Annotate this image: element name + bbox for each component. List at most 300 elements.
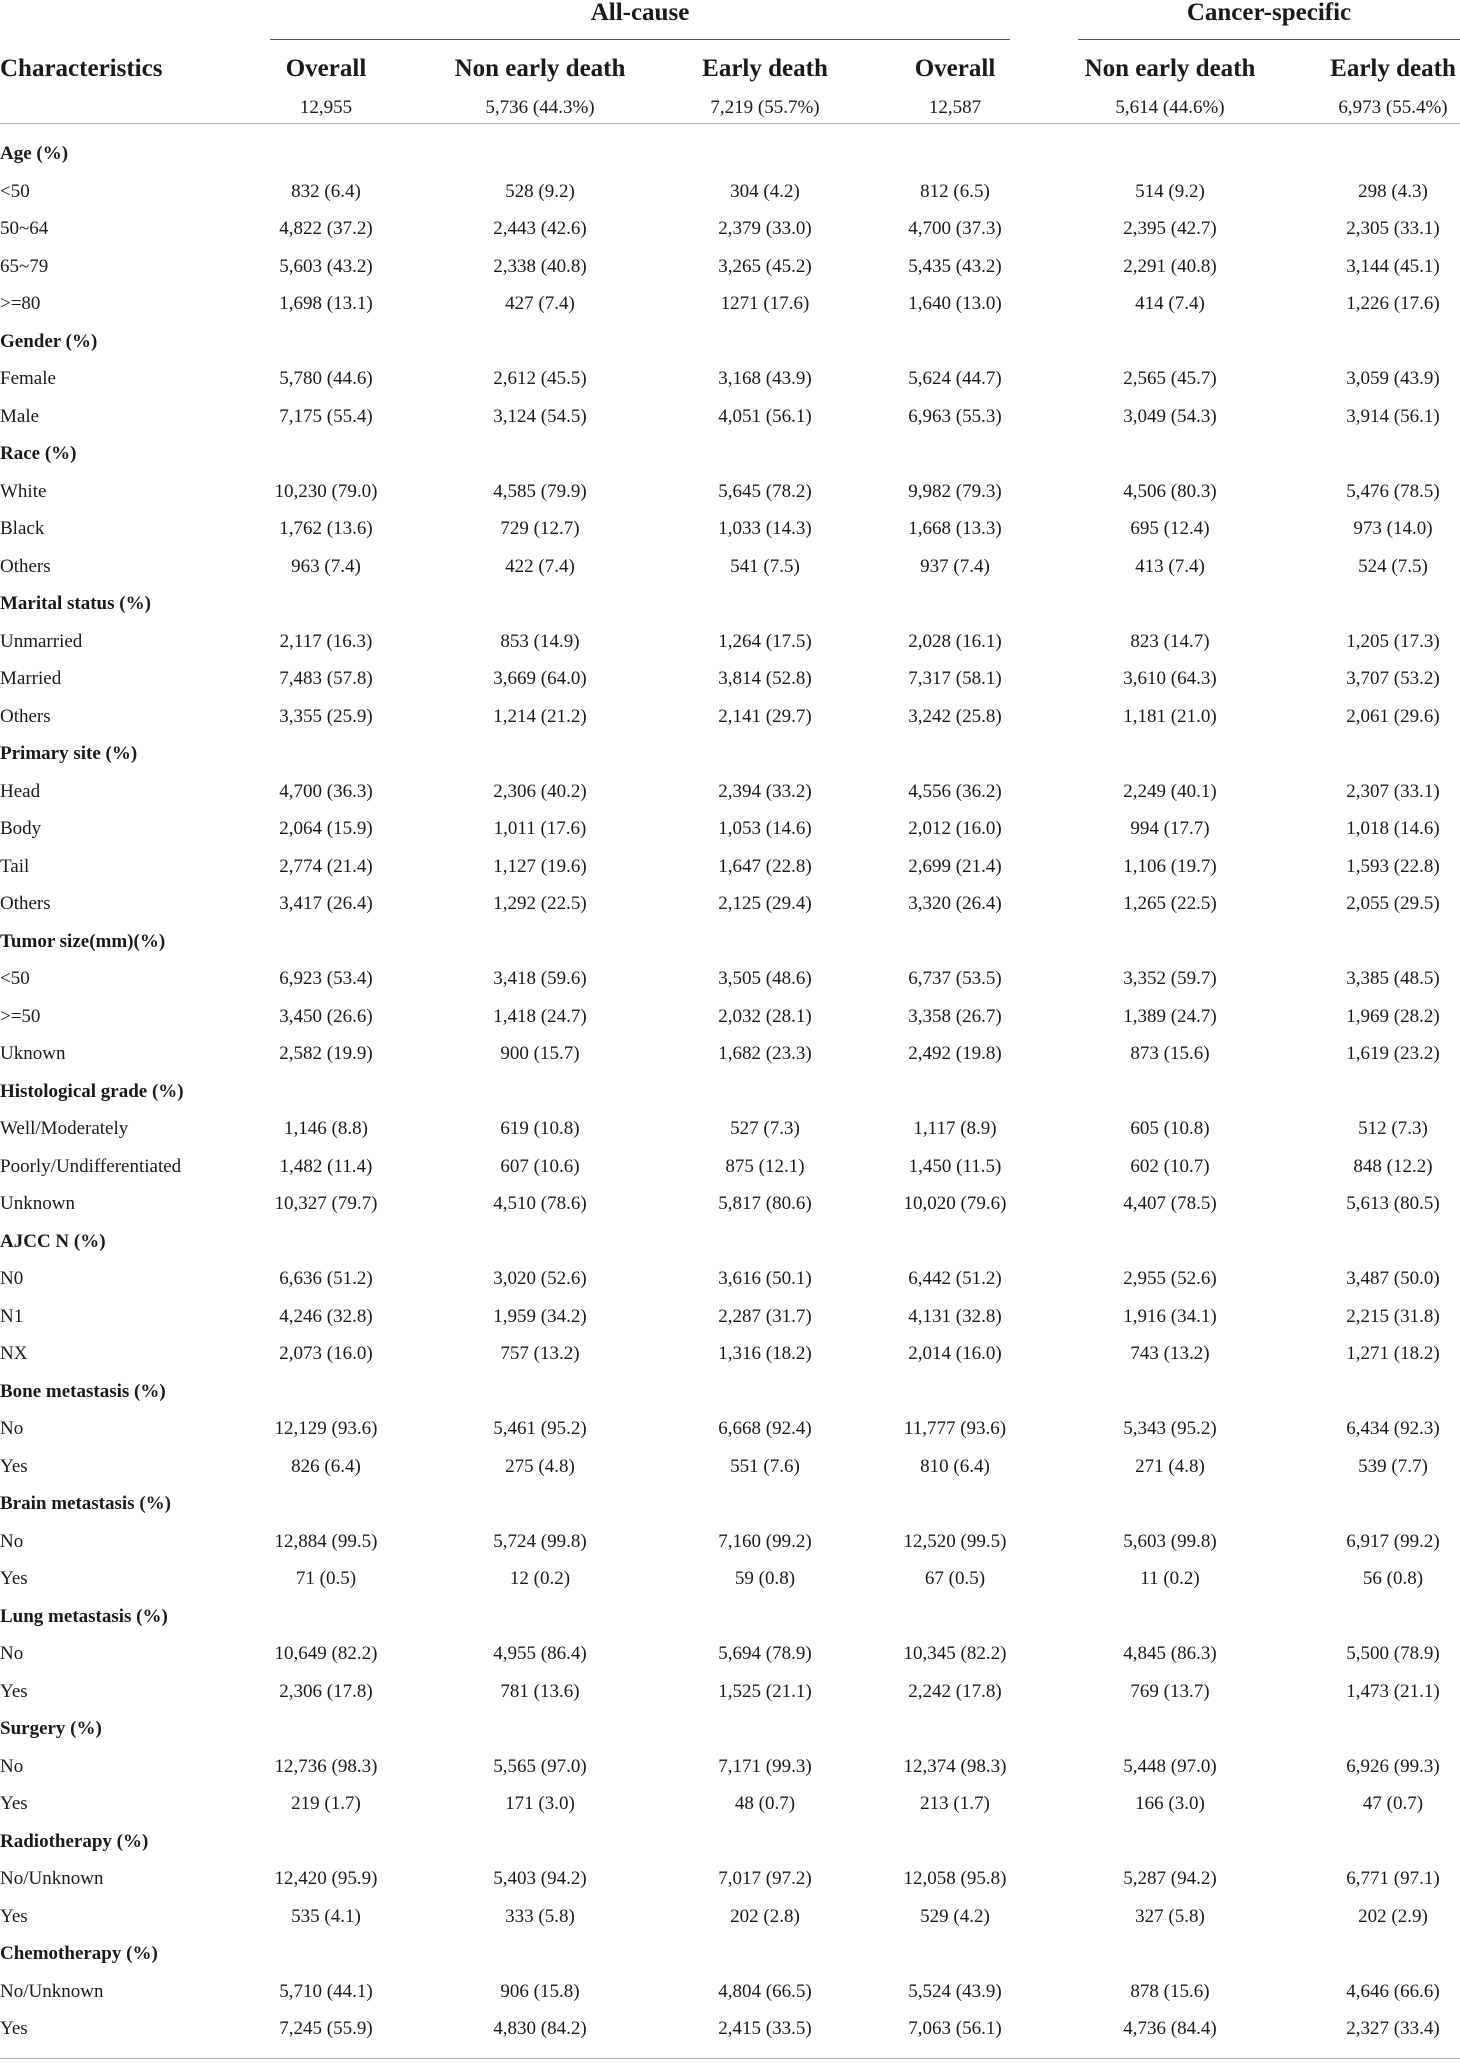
table-cell: 551 (7.6) [730,1455,800,1477]
table-cell: 3,168 (43.9) [718,368,812,389]
table-cell: 2,379 (33.0) [718,218,812,239]
table-cell: 512 (7.3) [1358,1118,1428,1139]
table-cell: 2,014 (16.0) [908,1343,1002,1364]
section-label: Primary site (%) [0,743,138,764]
header-divider [0,123,1460,124]
section-label: Age (%) [0,143,69,164]
table-cell: 4,845 (86.3) [1123,1643,1217,1664]
row-label: N0 [0,1268,24,1289]
section-header-row [0,1373,1460,1411]
table-cell: 3,616 (50.1) [718,1268,812,1289]
table-cell: 1,146 (8.8) [284,1118,368,1139]
section-label: Histological grade (%) [0,1080,184,1102]
table-cell: 7,063 (56.1) [908,2018,1002,2039]
table-cell: 1,682 (23.3) [718,1043,812,1064]
column-header-all-early-death: Early death [702,55,828,82]
table-cell: 4,407 (78.5) [1123,1193,1217,1214]
table-cell: 5,710 (44.1) [279,1980,373,2002]
table-cell: 5,461 (95.2) [493,1418,587,1439]
table-cell: 1,619 (23.2) [1346,1043,1440,1064]
group-title-all-cause: All-cause [590,0,690,26]
table-cell: 743 (13.2) [1130,1343,1210,1364]
table-row [0,360,1460,398]
table-cell: 4,646 (66.6) [1346,1980,1440,2002]
table-row [0,1335,1460,1373]
table-body [0,135,1460,2048]
table-cell: 11,777 (93.6) [903,1418,1007,1439]
table-row [0,1523,1460,1561]
table-cell: 3,914 (56.1) [1346,405,1440,427]
row-label: 50~64 [0,218,49,239]
table-row [0,660,1460,698]
table-cell: 2,415 (33.5) [718,2018,812,2039]
table-cell: 2,307 (33.1) [1346,780,1440,802]
count-cs-non-early-death: 5,614 (44.6%) [1115,97,1225,118]
row-label: Head [0,780,41,802]
table-cell: 171 (3.0) [505,1793,575,1814]
table-row [0,2010,1460,2048]
table-cell: 2,125 (29.4) [718,893,812,914]
table-cell: 853 (14.9) [500,630,580,652]
table-cell: 7,483 (57.8) [279,668,373,689]
table-cell: 2,395 (42.7) [1123,218,1217,239]
table-cell: 67 (0.5) [924,1568,986,1589]
table-cell: 2,338 (40.8) [493,255,587,277]
table-cell: 5,343 (95.2) [1123,1418,1217,1439]
count-all-early-death: 7,219 (55.7%) [710,97,820,118]
table-cell: 1,640 (13.0) [908,293,1002,314]
table-cell: 878 (15.6) [1130,1980,1210,2002]
table-cell: 327 (5.8) [1135,1905,1205,1927]
section-label: Tumor size(mm)(%) [0,930,166,952]
table-cell: 2,249 (40.1) [1123,780,1217,802]
table-cell: 873 (15.6) [1130,1043,1210,1064]
row-label: Others [0,705,51,727]
table-row [0,1560,1460,1598]
table-row [0,248,1460,286]
table-cell: 2,612 (45.5) [493,368,587,389]
table-cell: 3,124 (54.5) [493,405,587,427]
section-label: Surgery (%) [0,1718,102,1739]
section-label: Gender (%) [0,330,98,352]
row-label: >=80 [0,293,41,314]
row-label: Uknown [0,1043,66,1064]
table-cell: 7,175 (55.4) [279,405,373,427]
table-cell: 529 (4.2) [920,1905,990,1927]
table-cell: 3,418 (59.6) [493,968,587,989]
table-cell: 3,355 (25.9) [279,705,373,727]
table-cell: 2,055 (29.5) [1346,893,1440,914]
table-cell: 2,306 (17.8) [279,1680,373,1702]
table-cell: 2,242 (17.8) [908,1680,1002,1702]
table-cell: 619 (10.8) [500,1118,580,1139]
table-cell: 3,669 (64.0) [493,668,587,689]
table-cell: 1,106 (19.7) [1123,855,1217,877]
table-cell: 2,394 (33.2) [718,780,812,802]
row-label: Male [0,405,40,427]
table-cell: 5,435 (43.2) [908,255,1002,277]
table-cell: 823 (14.7) [1130,630,1210,652]
table-cell: 333 (5.8) [505,1905,575,1927]
row-label: Yes [0,2018,28,2039]
table-cell: 4,830 (84.2) [493,2018,587,2039]
table-cell: 1,271 (18.2) [1346,1343,1440,1364]
table-cell: 7,317 (58.1) [908,668,1002,689]
table-cell: 5,613 (80.5) [1346,1193,1440,1214]
table-row [0,1410,1460,1448]
table-cell: 6,442 (51.2) [908,1268,1002,1289]
table-cell: 539 (7.7) [1358,1455,1428,1477]
table-cell: 427 (7.4) [505,293,575,314]
table-cell: 3,020 (52.6) [493,1268,587,1289]
table-cell: 3,505 (48.6) [718,968,812,989]
table-row [0,998,1460,1036]
section-label: Radiotherapy (%) [0,1830,149,1852]
table-cell: 2,443 (42.6) [493,218,587,239]
table-row [0,473,1460,511]
section-header-row [0,735,1460,773]
table-cell: 4,510 (78.6) [493,1193,587,1214]
section-label: Bone metastasis (%) [0,1380,166,1402]
table-cell: 1,053 (14.6) [718,818,812,839]
section-label: Race (%) [0,443,77,464]
column-header-characteristics: Characteristics [0,55,163,82]
table-cell: 4,955 (86.4) [493,1643,587,1664]
table-cell: 1,418 (24.7) [493,1005,587,1027]
table-cell: 6,923 (53.4) [279,968,373,989]
table-cell: 524 (7.5) [1358,555,1428,577]
table-row [0,210,1460,248]
table-row [0,960,1460,998]
row-label: No/Unknown [0,1980,104,2002]
table-cell: 5,287 (94.2) [1123,1868,1217,1889]
table-cell: 2,064 (15.9) [279,818,373,839]
table-row [0,1898,1460,1936]
table-cell: 2,028 (16.1) [908,630,1002,652]
section-header-row [0,1935,1460,1973]
table-cell: 973 (14.0) [1353,518,1433,539]
group-rule-cancer-specific [1078,39,1460,40]
table-cell: 1,316 (18.2) [718,1343,812,1364]
table-cell: 7,160 (99.2) [718,1530,812,1552]
row-label: Unknown [0,1193,75,1214]
table-cell: 6,668 (92.4) [718,1418,812,1439]
table-cell: 4,804 (66.5) [718,1980,812,2002]
table-cell: 2,287 (31.7) [718,1305,812,1327]
section-header-row [0,1823,1460,1861]
table-cell: 769 (13.7) [1130,1680,1210,1702]
table-row [0,848,1460,886]
row-label: Body [0,818,42,839]
table-row [0,1635,1460,1673]
count-all-overall: 12,955 [299,97,353,118]
row-label: Yes [0,1568,28,1589]
table-row [0,623,1460,661]
table-row [0,773,1460,811]
table-cell: 3,610 (64.3) [1123,668,1217,689]
section-label: AJCC N (%) [0,1230,106,1252]
table-row [0,1035,1460,1073]
row-label: Unmarried [0,630,83,652]
table-cell: 5,500 (78.9) [1346,1643,1440,1664]
row-label: Others [0,893,51,914]
table-cell: 1,593 (22.8) [1346,855,1440,877]
table-cell: 1271 (17.6) [720,293,810,314]
row-label: Black [0,518,45,539]
table-cell: 781 (13.6) [500,1680,580,1702]
table-cell: 1,292 (22.5) [493,893,587,914]
table-cell: 5,780 (44.6) [279,368,373,389]
table-row [0,1148,1460,1186]
table-cell: 166 (3.0) [1135,1793,1205,1814]
table-cell: 4,246 (32.8) [279,1305,373,1327]
table-cell: 514 (9.2) [1135,180,1205,202]
table-cell: 2,073 (16.0) [279,1343,373,1364]
group-header-all-cause [270,0,1010,40]
row-label: No/Unknown [0,1868,104,1889]
table-bottom-divider [0,2058,1460,2059]
section-header-row [0,923,1460,961]
row-label: Yes [0,1905,28,1927]
table-cell: 10,327 (79.7) [274,1193,378,1214]
section-header-row [0,135,1460,173]
table-cell: 2,215 (31.8) [1346,1305,1440,1327]
table-cell: 7,245 (55.9) [279,2018,373,2039]
table-cell: 12,420 (95.9) [274,1868,378,1889]
table-cell: 48 (0.7) [734,1793,796,1814]
table-cell: 6,926 (99.3) [1346,1755,1440,1777]
table-cell: 812 (6.5) [920,180,990,202]
table-cell: 4,556 (36.2) [908,780,1002,802]
table-cell: 810 (6.4) [920,1455,990,1477]
table-cell: 602 (10.7) [1130,1155,1210,1177]
row-label: NX [0,1343,28,1364]
table-cell: 1,647 (22.8) [718,855,812,877]
table-cell: 2,012 (16.0) [908,818,1002,839]
table-cell: 832 (6.4) [291,180,361,202]
table-cell: 906 (15.8) [500,1980,580,2002]
table-row [0,1673,1460,1711]
table-cell: 202 (2.9) [1358,1905,1428,1927]
table-cell: 1,214 (21.2) [493,705,587,727]
table-cell: 422 (7.4) [505,555,575,577]
table-cell: 11 (0.2) [1140,1568,1200,1589]
table-cell: 937 (7.4) [920,555,990,577]
table-row [0,1110,1460,1148]
section-header-row [0,585,1460,623]
table-cell: 56 (0.8) [1362,1568,1424,1589]
table-cell: 5,694 (78.9) [718,1643,812,1664]
table-cell: 535 (4.1) [291,1905,361,1927]
count-all-non-early-death: 5,736 (44.3%) [485,97,595,118]
table-cell: 1,117 (8.9) [913,1118,997,1139]
row-label: Well/Moderately [0,1118,129,1139]
table-cell: 202 (2.8) [730,1905,800,1927]
table-cell: 2,061 (29.6) [1346,705,1440,727]
table-cell: 2,774 (21.4) [279,855,373,877]
table-row [0,810,1460,848]
table-cell: 2,492 (19.8) [908,1043,1002,1064]
count-cs-overall: 12,587 [928,97,982,118]
table-cell: 1,698 (13.1) [279,293,373,314]
table-cell: 5,448 (97.0) [1123,1755,1217,1777]
table-cell: 2,141 (29.7) [718,705,812,727]
table-cell: 3,707 (53.2) [1346,668,1440,689]
table-cell: 10,230 (79.0) [274,480,378,502]
row-label: Female [0,368,56,389]
table-cell: 4,700 (37.3) [908,218,1002,239]
table-cell: 12,374 (98.3) [903,1755,1007,1777]
table-cell: 5,645 (78.2) [718,480,812,502]
table-cell: 1,668 (13.3) [908,518,1002,539]
table-cell: 2,291 (40.8) [1123,255,1217,277]
row-label: <50 [0,968,30,989]
table-cell: 848 (12.2) [1353,1155,1433,1177]
table-cell: 1,969 (28.2) [1346,1005,1440,1027]
table-cell: 6,771 (97.1) [1346,1868,1440,1889]
row-label: >=50 [0,1005,41,1027]
row-label: Married [0,668,62,689]
row-label: White [0,480,47,502]
section-header-row [0,323,1460,361]
table-cell: 4,131 (32.8) [908,1305,1002,1327]
table-cell: 1,265 (22.5) [1123,893,1217,914]
table-cell: 3,814 (52.8) [718,668,812,689]
table-cell: 6,636 (51.2) [279,1268,373,1289]
row-label: No [0,1418,24,1439]
table-cell: 2,565 (45.7) [1123,368,1217,389]
table-cell: 7,017 (97.2) [718,1868,812,1889]
table-cell: 12 (0.2) [509,1568,571,1589]
table-cell: 6,917 (99.2) [1346,1530,1440,1552]
table-cell: 3,417 (26.4) [279,893,373,914]
table-cell: 3,487 (50.0) [1346,1268,1440,1289]
table-cell: 994 (17.7) [1130,818,1210,839]
group-rule-all-cause [270,39,1010,40]
table-cell: 2,699 (21.4) [908,855,1002,877]
table-cell: 2,582 (19.9) [279,1043,373,1064]
table-cell: 1,450 (11.5) [908,1155,1002,1177]
table-cell: 3,049 (54.3) [1123,405,1217,427]
table-cell: 3,352 (59.7) [1123,968,1217,989]
table-row [0,510,1460,548]
row-label: Yes [0,1680,28,1702]
row-label: Poorly/Undifferentiated [0,1155,182,1177]
table-cell: 275 (4.8) [505,1455,575,1477]
table-cell: 9,982 (79.3) [908,480,1002,502]
table-row [0,548,1460,586]
column-header-cs-overall: Overall [914,55,996,82]
section-header-row [0,1223,1460,1261]
table-cell: 4,736 (84.4) [1123,2018,1217,2039]
table-cell: 1,011 (17.6) [493,818,587,839]
table-row [0,885,1460,923]
column-header-all-non-early-death: Non early death [454,55,626,82]
row-label: Tail [0,855,30,877]
row-label: Yes [0,1455,28,1477]
table-cell: 5,476 (78.5) [1346,480,1440,502]
table-cell: 5,403 (94.2) [493,1868,587,1889]
table-row [0,1748,1460,1786]
row-label: Others [0,555,51,577]
group-header-cancer-specific [1078,0,1460,40]
table-cell: 413 (7.4) [1135,555,1205,577]
table-cell: 5,624 (44.7) [908,368,1002,389]
section-label: Marital status (%) [0,593,151,614]
table-cell: 5,524 (43.9) [908,1980,1002,2002]
section-label: Brain metastasis (%) [0,1493,171,1514]
table-cell: 3,450 (26.6) [279,1005,373,1027]
row-label: No [0,1643,24,1664]
table-cell: 6,434 (92.3) [1346,1418,1440,1439]
table-cell: 7,171 (99.3) [718,1755,812,1777]
table-row [0,1785,1460,1823]
table-cell: 2,117 (16.3) [279,630,373,652]
table-cell: 1,033 (14.3) [718,518,812,539]
section-header-row [0,435,1460,473]
table-row [0,1260,1460,1298]
table-row [0,398,1460,436]
column-header-cs-non-early-death: Non early death [1084,55,1256,82]
table-cell: 3,385 (48.5) [1346,968,1440,989]
table-cell: 3,144 (45.1) [1346,255,1440,277]
table-row [0,698,1460,736]
section-header-row [0,1598,1460,1636]
table-cell: 59 (0.8) [734,1568,796,1589]
table-cell: 304 (4.2) [730,180,800,202]
table-row [0,285,1460,323]
table-cell: 219 (1.7) [291,1793,361,1814]
table-cell: 10,020 (79.6) [903,1193,1007,1214]
table-cell: 963 (7.4) [291,555,361,577]
row-label: <50 [0,180,30,202]
table-cell: 12,058 (95.8) [903,1868,1007,1889]
table-cell: 10,345 (82.2) [903,1643,1007,1664]
table-cell: 3,358 (26.7) [908,1005,1002,1027]
table-cell: 2,306 (40.2) [493,780,587,802]
table-cell: 12,129 (93.6) [274,1418,378,1439]
table-cell: 5,817 (80.6) [718,1193,812,1214]
table-cell: 1,482 (11.4) [279,1155,373,1177]
table-cell: 1,916 (34.1) [1123,1305,1217,1327]
table-cell: 1,226 (17.6) [1346,293,1440,314]
count-cs-early-death: 6,973 (55.4%) [1338,97,1448,118]
table-cell: 607 (10.6) [500,1155,580,1177]
table-cell: 1,525 (21.1) [718,1680,812,1702]
table-row [0,1860,1460,1898]
table-cell: 12,884 (99.5) [274,1530,378,1552]
table-cell: 3,242 (25.8) [908,705,1002,727]
row-label: No [0,1530,24,1552]
table-cell: 3,320 (26.4) [908,893,1002,914]
column-header-all-overall: Overall [285,55,367,82]
table-cell: 1,205 (17.3) [1346,630,1440,652]
table-row [0,1448,1460,1486]
table-cell: 729 (12.7) [500,518,580,539]
section-header-row [0,1485,1460,1523]
row-label: 65~79 [0,255,49,277]
table-cell: 271 (4.8) [1135,1455,1205,1477]
table-cell: 12,520 (99.5) [903,1530,1007,1552]
section-header-row [0,1710,1460,1748]
table-cell: 605 (10.8) [1130,1118,1210,1139]
table-cell: 875 (12.1) [725,1155,805,1177]
table-row [0,1185,1460,1223]
table-cell: 2,032 (28.1) [718,1005,812,1027]
table-cell: 1,181 (21.0) [1123,705,1217,727]
table-cell: 2,955 (52.6) [1123,1268,1217,1289]
table-cell: 10,649 (82.2) [274,1643,378,1664]
